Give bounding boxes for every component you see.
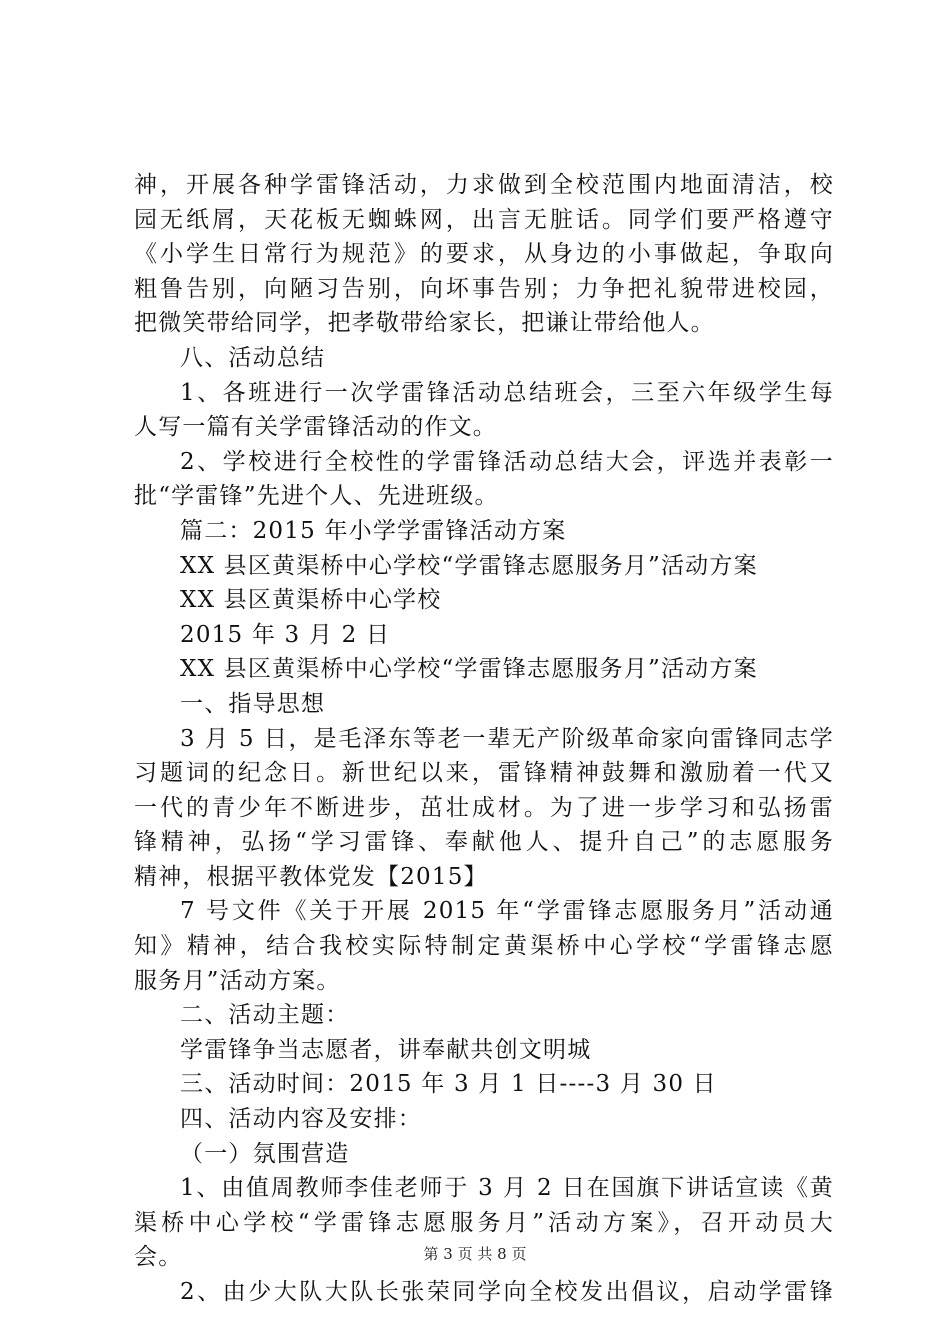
section-heading: 八、活动总结 <box>180 344 326 371</box>
document-date: 2015 年 3 月 2 日 <box>180 621 391 648</box>
text-line: 7 号文件《关于开展 2015 年“学雷锋志愿服务月”活动通 <box>180 898 834 925</box>
text-line: 一代的青少年不断进步，茁壮成材。为了进一步学习和弘扬雷 <box>134 794 834 821</box>
text-line: 粗鲁告别，向陋习告别，向坏事告别；力争把礼貌带进校园， <box>134 275 834 302</box>
document-title: XX 县区黄渠桥中心学校“学雷锋志愿服务月”活动方案 <box>180 552 758 579</box>
text-line: 锋精神，弘扬“学习雷锋、奉献他人、提升自己”的志愿服务 <box>134 829 834 856</box>
text-line: 习题词的纪念日。新世纪以来，雷锋精神鼓舞和激励着一代又 <box>134 760 834 787</box>
text-line: 服务月”活动方案。 <box>134 967 341 994</box>
text-line: 学雷锋争当志愿者，讲奉献共创文明城 <box>180 1036 592 1063</box>
text-line: 神，开展各种学雷锋活动，力求做到全校范围内地面清洁，校 <box>134 172 834 198</box>
section-heading: 三、活动时间：2015 年 3 月 1 日----3 月 30 日 <box>180 1071 717 1098</box>
text-line: 渠桥中心学校“学雷锋志愿服务月”活动方案》，召开动员大 <box>134 1209 834 1236</box>
section-heading: 篇二：2015 年小学学雷锋活动方案 <box>180 517 567 544</box>
text-line: 园无纸屑，天花板无蜘蛛网，出言无脏话。同学们要严格遵守 <box>134 206 834 233</box>
section-heading: 一、指导思想 <box>180 690 326 717</box>
text-line: 知》精神，结合我校实际特制定黄渠桥中心学校“学雷锋志愿 <box>134 933 834 960</box>
section-heading: 二、活动主题： <box>180 1002 350 1029</box>
page-number-footer: 第 3 页 共 8 页 <box>423 1245 527 1263</box>
document-title: XX 县区黄渠桥中心学校“学雷锋志愿服务月”活动方案 <box>180 656 758 683</box>
text-line: 1、由值周教师李佳老师于 3 月 2 日在国旗下讲话宣读《黄 <box>180 1175 834 1202</box>
school-name: XX 县区黄渠桥中心学校 <box>180 587 442 614</box>
text-line: 2、由少大队大队长张荣同学向全校发出倡议，启动学雷锋 <box>180 1279 834 1305</box>
text-line: 批“学雷锋”先进个人、先进班级。 <box>134 483 499 510</box>
text-line: 把微笑带给同学，把孝敬带给家长，把谦让带给他人。 <box>134 310 715 337</box>
text-line: 2、学校进行全校性的学雷锋活动总结大会，评选并表彰一 <box>180 448 834 475</box>
subsection-heading: （一）氛围营造 <box>180 1140 350 1167</box>
text-line: 1、各班进行一次学雷锋活动总结班会，三至六年级学生每 <box>180 379 834 406</box>
text-line: 3 月 5 日，是毛泽东等老一辈无产阶级革命家向雷锋同志学 <box>180 725 834 752</box>
section-heading: 四、活动内容及安排： <box>180 1106 422 1133</box>
text-line: 人写一篇有关学雷锋活动的作文。 <box>134 414 497 441</box>
text-line: 《小学生日常行为规范》的要求，从身边的小事做起，争取向 <box>134 241 834 268</box>
document-body <box>134 168 834 1310</box>
text-line: 精神，根据平教体党发【2015】 <box>134 863 488 890</box>
text-line: 会。 <box>134 1244 183 1271</box>
